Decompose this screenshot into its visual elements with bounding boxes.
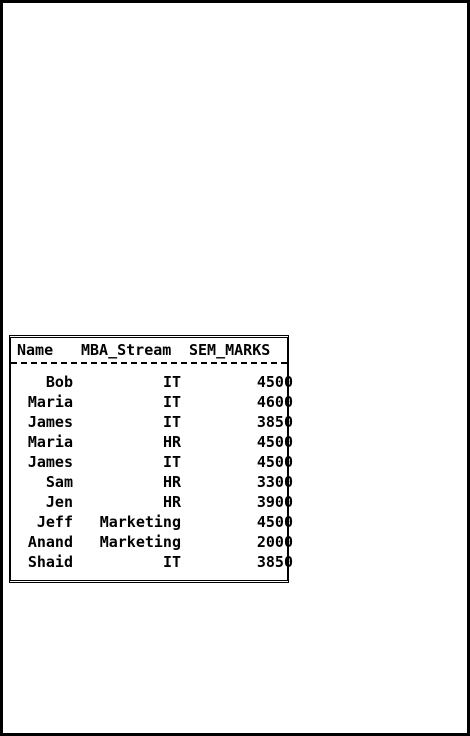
cell-sem-marks: 4500 [256, 373, 293, 391]
column-header-name: Name [17, 341, 54, 359]
console-line [9, 169, 461, 189]
cell-sem-marks: 2000 [256, 533, 293, 551]
cell-mba-stream: IT [162, 453, 181, 471]
console-line [9, 189, 461, 209]
console-line [9, 89, 461, 109]
console-line [9, 591, 461, 611]
cell-sem-marks: 4500 [256, 513, 293, 531]
console-line [9, 269, 461, 289]
table-row [11, 552, 293, 572]
schema-field [9, 631, 461, 651]
dataframe-output-table [9, 335, 293, 583]
table-row [11, 392, 293, 412]
cell-mba-stream: IT [162, 413, 181, 431]
table-row [11, 532, 293, 552]
console-line [9, 9, 461, 29]
schema-output [9, 611, 461, 691]
table-header-row [11, 338, 287, 364]
schema-field [9, 671, 461, 691]
cell-mba-stream: IT [162, 373, 181, 391]
cell-name: Shaid [27, 553, 73, 571]
cell-name: Bob [45, 373, 73, 391]
cell-name: James [27, 453, 73, 471]
cell-name: James [27, 413, 73, 431]
console-line [9, 129, 461, 149]
cell-mba-stream: Marketing [99, 513, 181, 531]
cell-sem-marks: 4500 [256, 453, 293, 471]
console-line [9, 209, 461, 229]
console-history [9, 9, 461, 329]
console-line [9, 109, 461, 129]
table-row [11, 492, 293, 512]
table-row [11, 412, 293, 432]
cell-name: Anand [27, 533, 73, 551]
console-line [9, 309, 461, 329]
cell-mba-stream: IT [162, 393, 181, 411]
schema-root [9, 611, 461, 631]
column-header-mba-stream: MBA_Stream [81, 341, 172, 359]
cell-name: Maria [27, 433, 73, 451]
cell-name: Jen [45, 493, 73, 511]
console-line [9, 249, 461, 269]
cell-mba-stream: Marketing [99, 533, 181, 551]
table-row [11, 472, 293, 492]
console-history-after-table [9, 591, 461, 611]
cell-name: Maria [27, 393, 73, 411]
console-line [9, 69, 461, 89]
cell-sem-marks: 3900 [256, 493, 293, 511]
console-line [9, 289, 461, 309]
console-line [9, 29, 461, 49]
table-row [11, 372, 293, 392]
cell-sem-marks: 3300 [256, 473, 293, 491]
console-line [9, 229, 461, 249]
cell-sem-marks: 4600 [256, 393, 293, 411]
cell-sem-marks: 4500 [256, 433, 293, 451]
cell-sem-marks: 3850 [256, 553, 293, 571]
cell-mba-stream: HR [162, 433, 181, 451]
cell-mba-stream: HR [162, 473, 181, 491]
cell-mba-stream: IT [162, 553, 181, 571]
table-row [11, 512, 293, 532]
cell-name: Jeff [36, 513, 73, 531]
cell-sem-marks: 3850 [256, 413, 293, 431]
cell-name: Sam [45, 473, 73, 491]
console-line [9, 49, 461, 69]
table-body [11, 364, 293, 580]
column-header-sem-marks: SEM_MARKS [189, 341, 271, 359]
cell-mba-stream: HR [162, 493, 181, 511]
console-line [9, 149, 461, 169]
schema-field [9, 651, 461, 671]
table-row [11, 452, 293, 472]
table-row [11, 432, 293, 452]
